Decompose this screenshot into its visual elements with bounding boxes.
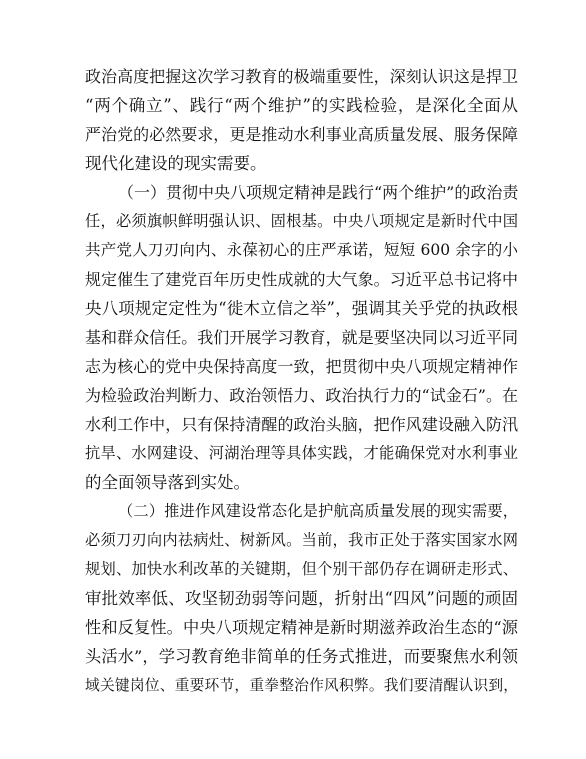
text-line: 为检验政治判断力、政治领悟力、政治执行力的“试金石”。在 [85,386,518,405]
text-line: 水利工作中，只有保持清醒的政治头脑，把作风建设融入防汛 [85,415,518,434]
text-line: 性和反复性。中央八项规定精神是新时期滋养政治生态的“源 [85,618,518,637]
text-line: 现代化建设的现实需要。 [85,154,267,173]
text-line: 任，必须旗帜鲜明强认识、固根基。中央八项规定是新时代中国 [85,212,518,230]
text-line: 必须刀刃向内祛病灶、树新风。当前，我市正处于落实国家水网 [85,531,518,549]
paragraph-section-two [85,497,518,700]
text-line: 共产党人刀刃向内、永葆初心的庄严承诺，短短 600 余字的小 [85,241,518,259]
text-line: 规定催生了建党百年历史性成就的大气象。习近平总书记将中 [85,270,518,289]
text-line: （一）贯彻中央八项规定精神是践行“两个维护”的政治责 [118,183,519,202]
text-line: 基和群众信任。我们开展学习教育，就是要坚决同以习近平同 [85,328,518,347]
text-line: 志为核心的党中央保持高度一致，把贯彻中央八项规定精神作 [85,357,518,376]
text-line: “两个确立”、践行“两个维护”的实践检验，是深化全面从 [85,96,518,115]
text-line: 头活水”，学习教育绝非简单的任务式推进，而要聚焦水利领 [85,647,518,666]
text-line: （二）推进作风建设常态化是护航高质量发展的现实需要， [118,502,518,520]
text-line: 严治党的必然要求，更是推动水利事业高质量发展、服务保障 [85,125,518,144]
text-line: 抗旱、水网建设、河湖治理等具体实践，才能确保党对水利事业 [85,444,518,462]
text-line: 域关键岗位、重要环节，重拳整治作风积弊。我们要清醒认识到， [85,677,518,694]
paragraph-intro [85,62,518,178]
paragraph-section-one [85,178,518,497]
text-line: 审批效率低、攻坚韧劲弱等问题，折射出“四风”问题的顽固 [85,589,518,608]
text-line: 央八项规定定性为“徙木立信之举”，强调其关乎党的执政根 [85,299,518,318]
document-body [85,62,518,700]
text-line: 的全面领导落到实处。 [85,473,250,492]
text-line: 政治高度把握这次学习教育的极端重要性，深刻认识这是捍卫 [85,67,518,86]
text-line: 规划、加快水利改革的关键期，但个别干部仍存在调研走形式、 [85,560,518,578]
